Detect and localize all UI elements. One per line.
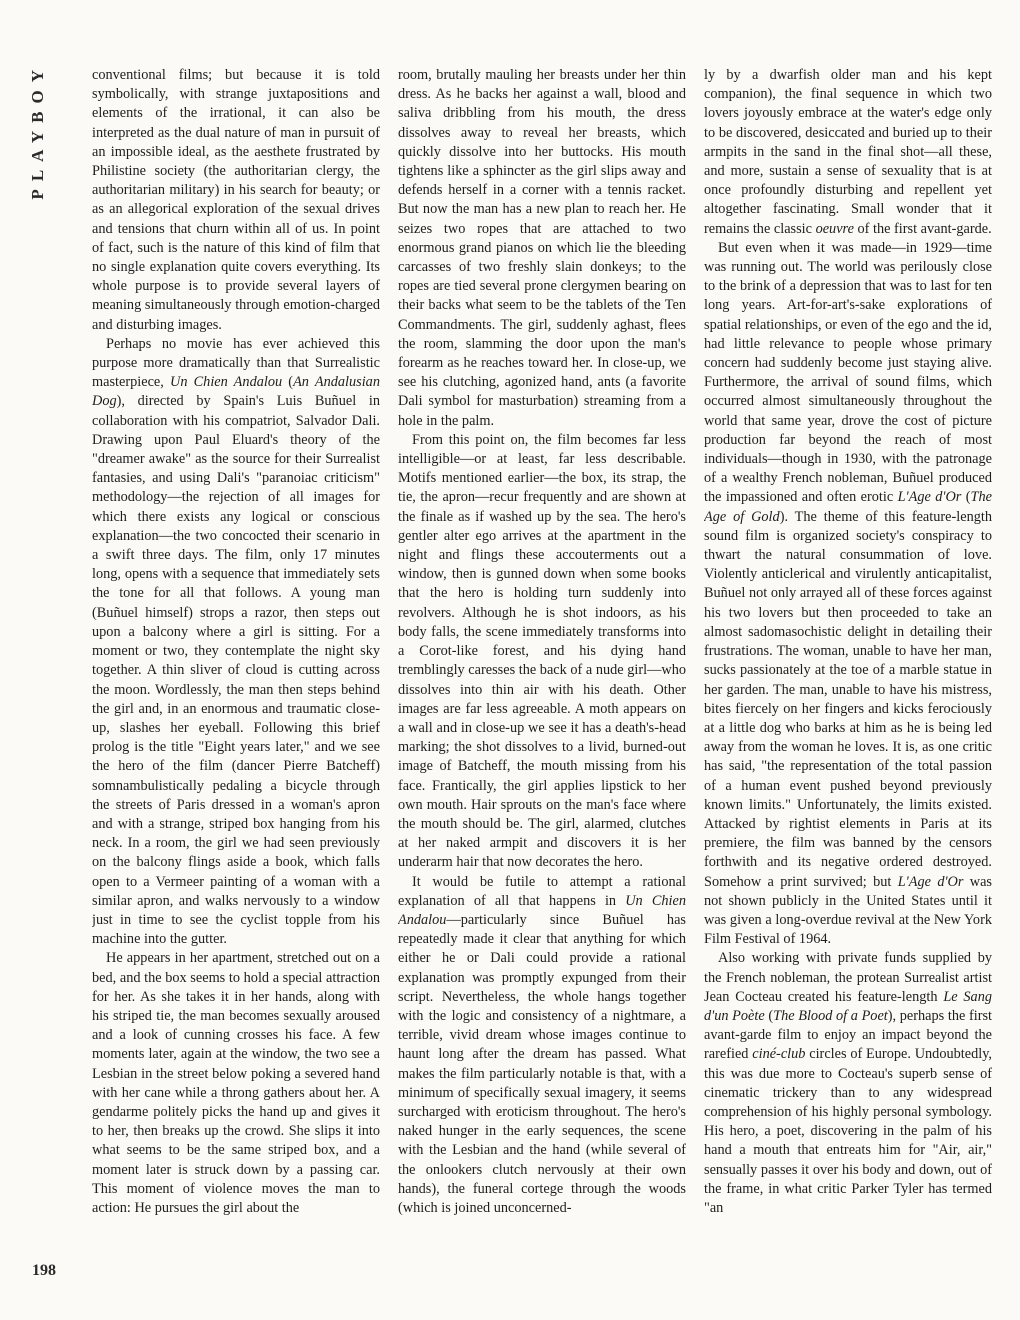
- text-run: It would be futile to attempt a rational explanation of all that happens in: [398, 873, 686, 909]
- text-column-3: [704, 66, 992, 1306]
- text-run: (: [282, 374, 294, 391]
- italic-title: L'Age d'Or: [897, 873, 964, 890]
- text-run: (: [764, 1007, 774, 1024]
- text-run: circles of Europe. Undoubtedly, this was due more to Cocteau's superb sense of cinematic trickery than to any widespread comprehension of his highly personal symbology. His hero, a poet, discovering in the palm of his hand a mouth that entreats him for "Air, air," sensually passes it over his body and down, out of the frame, in what critic Parker Tyler has termed "an: [704, 1046, 992, 1216]
- text-run: room, brutally mauling her breasts under her thin dress. As he backs her against a wall, blood and saliva dribbling from his mouth, the dress dissolves away to reveal her breasts, which quickly dissolve into her buttocks. His mouth tightens like a sphincter as the girl slips away and defends herself in a corner with a tennis racket. But now the man has a new plan to reach her. He seizes two ropes that are attached to two enormous grand pianos on which lie the bleeding carcasses of two freshly slain donkeys; to the ropes are tied several prone clergymen bearing on their backs what seem to be the tablets of the Ten Commandments. The girl, suddenly aghast, flees the room, slamming the door upon the man's forearm as he reaches toward her. In close-up, we see his clutching, agonized hand, ants (a favorite Dali symbol for masturbation) streaming from a hole in the palm.: [398, 67, 686, 429]
- page-number: 198: [32, 1262, 56, 1279]
- paragraph: [704, 66, 992, 239]
- paragraph: [398, 431, 686, 873]
- text-run: ). The theme of this feature-length sound film is organized society's conspiracy to thwart the natural consummation of love. Violently anticlerical and virulently anticapitalist, Buñuel not only arrayed all of these forces against his two lovers but then proceeded to take an almost sadomasochistic delight in detailing their frustrations. The woman, unable to have her man, sucks passionately at the toe of a marble statue in her garden. The man, unable to have his mistress, bites fiercely on her fingers and kicks ferociously at a little dog who barks at him as he is being led away from the woman he loves. It is, as one critic has said, "the representation of the total passion of a human event pushed beyond previously known limits." Unfortunately, the limits existed. Attacked by rightist elements in Paris at its premiere, the film was banned by the censors forthwith and its negative ordered destroyed. Somehow a print survived; but: [704, 508, 992, 890]
- text-column-1: [92, 66, 380, 1306]
- text-run: From this point on, the film becomes far less intelligible—or at least, far less describable. Motifs mentioned earlier—the box, its strap, the tie, the apron—recur frequently and are shown at the finale as if washed up by the sea. The hero's gentler alter ego arrives at the apartment in the night and flings these accouterments out a window, then is gunned down when some books that the hero is holding turn suddenly into revolvers. Although he is shot indoors, as his body falls, the scene immediately transforms into a Corot-like forest, and his dying hand tremblingly caresses the back of a nude girl—who dissolves into thin air with his death. Other images are far less agreeable. A moth appears on a wall and in close-up we see it has a death's-head marking; the shot dissolves to a livid, burned-out image of Batcheff, the mouth missing from his face. Frantically, the girl applies lipstick to her own mouth. Hair sprouts on the man's face where the mouth should be. The girl, alarmed, clutches at her naked armpit and discovers it is her underarm hair that now decorates the hero.: [398, 431, 686, 871]
- text-run: ), perhaps the first avant-garde film to enjoy an impact beyond the rarefied: [704, 1007, 992, 1063]
- paragraph: [398, 66, 686, 431]
- paragraph: [92, 949, 380, 1218]
- text-run: Also working with private funds supplied by the French nobleman, the protean Surrealist artist Jean Cocteau created his feature-length: [704, 950, 992, 1005]
- text-run: ly by a dwarfish older man and his kept companion), the final sequence in which two lovers joyously embrace at the water's edge only to be discovered, desiccated and buried up to their armpits in the sand in the final shot—all these, and more, sustain a sense of sexuality that is at once profoundly disturbing and repellent yet altogether fascinating. Small wonder that it remains the classic: [704, 67, 992, 237]
- italic-title: oeuvre: [815, 220, 854, 237]
- text-column-2: [398, 66, 686, 1306]
- italic-title: L'Age d'Or: [897, 489, 962, 506]
- text-run: Perhaps no movie has ever achieved this purpose more dramatically than that Surrealistic masterpiece,: [92, 335, 380, 391]
- magazine-masthead: PLAYBOY: [28, 62, 47, 200]
- text-run: of the first avant-garde.: [853, 220, 992, 237]
- text-run: (: [961, 489, 971, 506]
- italic-title: Le Sang d'un Poète: [704, 988, 992, 1024]
- text-run: ), directed by Spain's Luis Buñuel in collaboration with his compatriot, Salvador Dali. Drawing upon Paul Eluard's theory of the "dreamer awake" as the source for their Surrealist fantasies, and using Dali's "paranoiac criticism" methodology—the rejection of all images for which there exists any logical or conscious explanation—the two concocted their scenario in a swift three days. The film, only 17 minutes long, opens with a sequence that immediately sets the tone for all that follows. A young man (Buñuel himself) strops a razor, then steps out upon a balcony where a girl is sitting. For a moment or two, they contemplate the night sky together. A thin sliver of cloud is cutting across the moon. Wordlessly, the man then steps behind the girl and, in an enormous and traumatic close-up, slashes her eyeball. Following this brief prolog is the title "Eight years later," and we see the hero of the film (dancer Pierre Batcheff) somnambulistically pedaling a bicycle through the streets of Paris dressed in a woman's apron and with a strange, striped box hanging from his neck. In a room, the girl we had seen previously on the balcony flings aside a book, which falls open to a Vermeer painting of a woman with a similar apron, and walks nervously to a window just in time to see the cyclist topple from his machine into the gutter.: [92, 393, 380, 948]
- text-run: He appears in her apartment, stretched out on a bed, and the box seems to hold a special attraction for her. As she takes it in her hands, along with his striped tie, the man becomes sexually aroused and a look of cunning crosses his face. A few moments later, again at the window, the two see a Lesbian in the street below poking a severed hand with her cane while a throng gathers about her. A gendarme politely picks the hand up and gives it to her, then breaks up the crowd. She slips it into what seems to be the same striped box, and a moment later is struck down by a passing car. This moment of violence moves the man to action: He pursues the girl about the: [92, 950, 380, 1216]
- text-run: But even when it was made—in 1929—time was running out. The world was perilously close to the brink of a depression that was to last for ten long years. Art-for-art's-sake explorations of spatial relationships, or even of the ego and the id, had little relevance to people whose primary concern had suddenly become just staying alive. Furthermore, the arrival of sound films, which occurred almost simultaneously throughout the world that same year, drove the cost of picture production far beyond the reach of most individuals—though in 1930, with the patronage of a wealthy French nobleman, Buñuel produced the impassioned and often erotic: [704, 239, 992, 506]
- italic-title: ciné-club: [752, 1046, 806, 1063]
- text-run: —particularly since Buñuel has repeatedly made it clear that anything for which either he or Dali could provide a rational explanation was promptly expunged from their script. Nevertheless, the whole hangs together with the logic and consistency of a nightmare, a terrible, vivid dream whose images continue to haunt long after the dream has passed. What makes the film particularly notable is that, with a minimum of specifically sexual imagery, it seems surcharged with eroticism throughout. The hero's naked hunger in the early sequences, the scene with the Lesbian and the hand (while several of the onlookers clutch nervously at their own hands), the funeral cortege through the woods (which is joined unconcerned-: [398, 911, 686, 1216]
- italic-title: The Age of Gold: [704, 489, 992, 525]
- paragraph: [704, 949, 992, 1218]
- italic-title: Un Chien Andalou: [170, 374, 283, 391]
- paragraph: [398, 873, 686, 1219]
- paragraph: [704, 239, 992, 950]
- text-run: conventional films; but because it is told symbolically, with strange juxtapositions and elements of the irrational, it can also be interpreted as the dual nature of man in pursuit of an impossible ideal, as the aesthete frustrated by Philistine society (the authoritarian clergy, the authoritarian military) in his search for beauty; or as an allegorical exploration of the sexual drives and tensions that churn within all of us. In point of fact, such is the nature of this kind of film that no single explanation quite covers everything. Its whole purpose is to provide several layers of meaning simultaneously through emotion-charged and disturbing images.: [92, 67, 380, 333]
- paragraph: [92, 335, 380, 950]
- paragraph: [92, 66, 380, 335]
- italic-title: An Andalusian Dog: [92, 374, 380, 410]
- italic-title: The Blood of a Poet: [773, 1007, 888, 1024]
- article-body: [92, 66, 992, 1306]
- italic-title: Un Chien Andalou: [398, 892, 686, 928]
- text-run: was not shown publicly in the United States until it was given a long-overdue revival at the New York Film Festival of 1964.: [704, 873, 992, 948]
